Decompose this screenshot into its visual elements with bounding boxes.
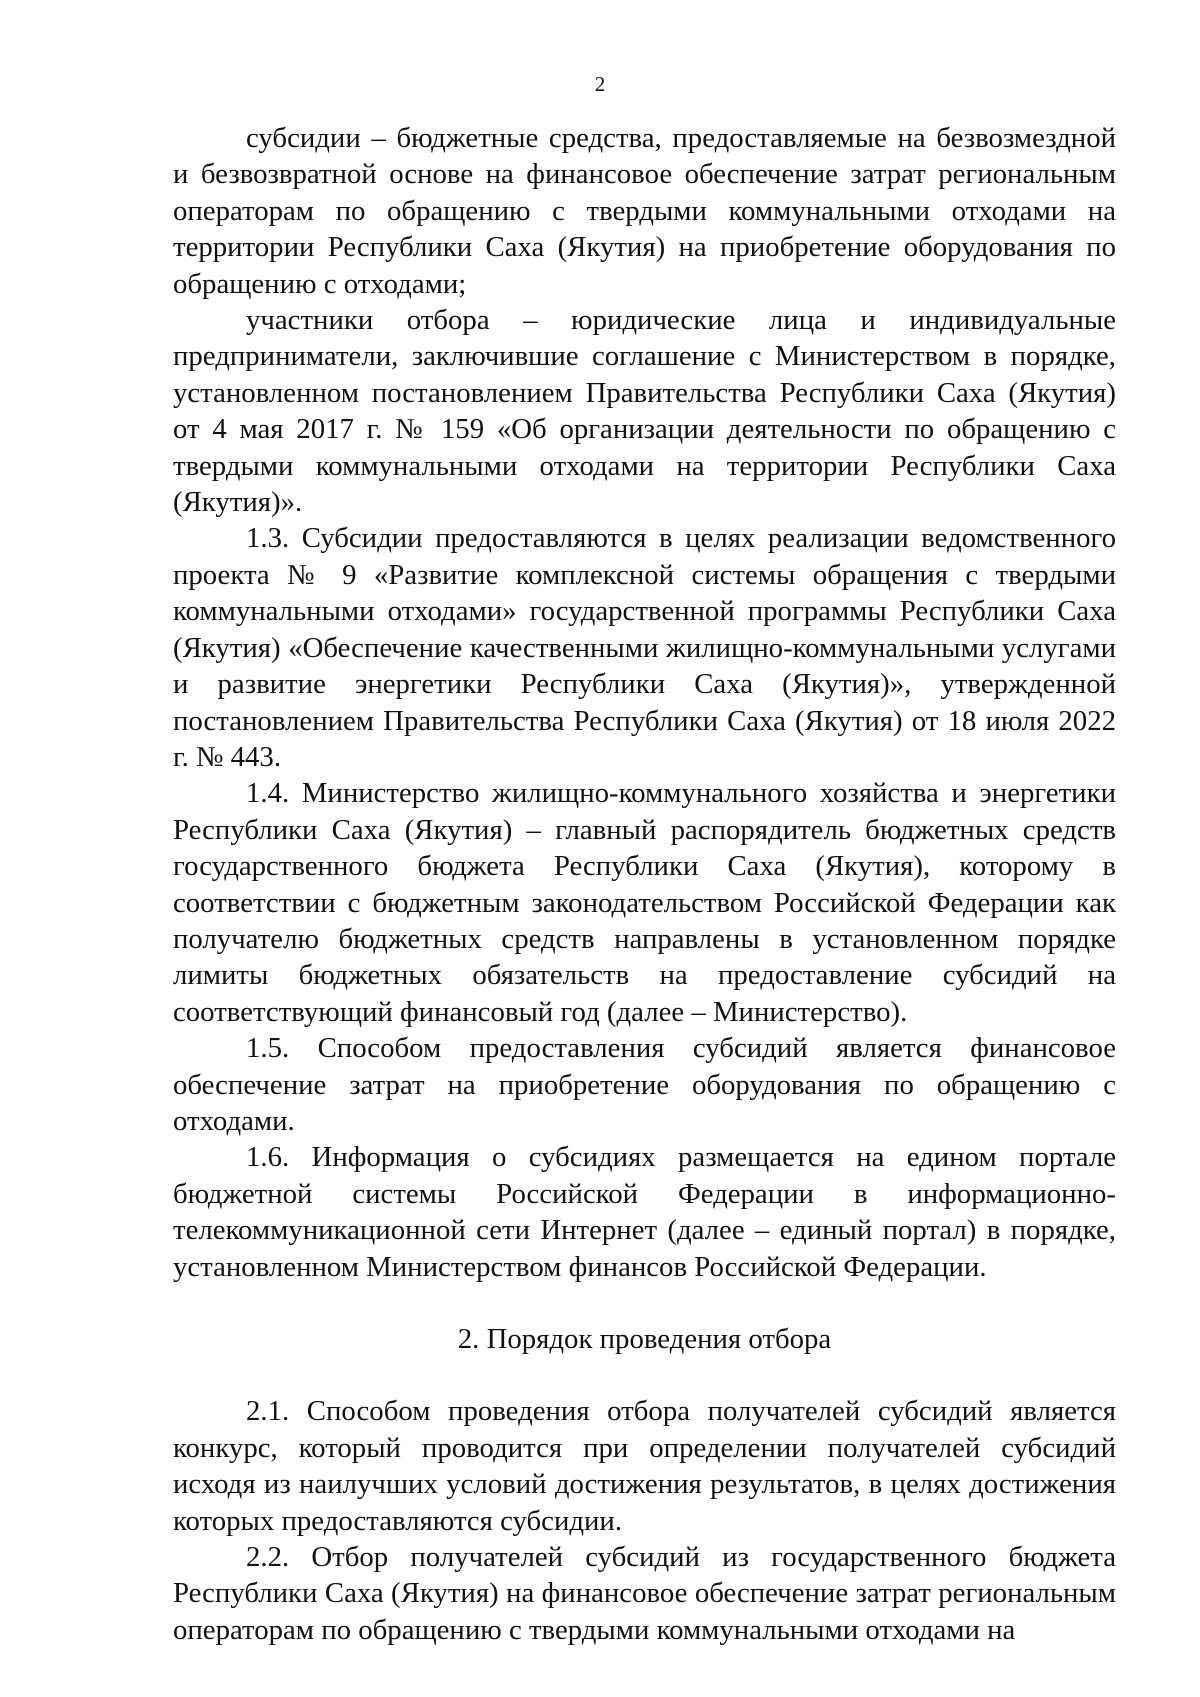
document-body bbox=[173, 120, 1116, 1648]
section-heading: 2. Порядок проведения отбора bbox=[457, 1323, 832, 1355]
paragraph-1-4: 1.4. Министерство жилищно-коммунального хозяйства и энергетики Республики Саха (Якутия) – главный распорядитель бюджетных средств государственного бюджета Республики Саха (Якутия), которому в соответствии с бюджетным законодательством Российской Федерации как получателю бюджетных средств направлены в установленном порядке лимиты бюджетных обязательств на предоставление субсидий на соответствующий финансовый год (далее – Министерство). bbox=[173, 777, 1116, 1028]
paragraph-1-6: 1.6. Информация о субсидиях размещается на едином портале бюджетной системы Российской Федерации в информационно-телекоммуникационной сети Интернет (далее – единый портал) в порядке, установленном Министерством финансов Российской Федерации. bbox=[173, 1141, 1116, 1283]
paragraph-subsidies-definition: субсидии – бюджетные средства, предоставляемые на безвозмездной и безвозвратной основе на финансовое обеспечение затрат региональным операторам по обращению с твердыми коммунальными отходами на территории Республики Саха (Якутия) на приобретение оборудования по обращению с отходами; bbox=[173, 122, 1116, 300]
paragraph-selection-participants: участники отбора – юридические лица и индивидуальные предприниматели, заключившие соглашение с Министерством в порядке, установленном постановлением Правительства Республики Саха (Якутия) от 4 мая 2017 г. № 159 «Об организации деятельности по обращению с твердыми коммунальными отходами на территории Республики Саха (Якутия)». bbox=[173, 304, 1116, 519]
paragraph-1-3: 1.3. Субсидии предоставляются в целях реализации ведомственного проекта № 9 «Развитие комплексной системы обращения с твердыми коммунальными отходами» государственной программы Республики Саха (Якутия) «Обеспечение качественными жилищно-коммунальными услугами и развитие энергетики Республики Саха (Якутия)», утвержденной постановлением Правительства Республики Саха (Якутия) от 18 июля 2022 г. № 443. bbox=[173, 522, 1116, 773]
paragraph-1-5: 1.5. Способом предоставления субсидий является финансовое обеспечение затрат на приобретение оборудования по обращению с отходами. bbox=[173, 1032, 1116, 1137]
page-number: 2 bbox=[594, 72, 606, 96]
paragraph-2-2: 2.2. Отбор получателей субсидий из государственного бюджета Республики Саха (Якутия) на финансовое обеспечение затрат региональным операторам по обращению с твердыми коммунальными отходами на bbox=[173, 1541, 1116, 1646]
paragraph-2-1: 2.1. Способом проведения отбора получателей субсидий является конкурс, который проводится при определении получателей субсидий исходя из наилучших условий достижения результатов, в целях достижения которых предоставляются субсидии. bbox=[173, 1395, 1116, 1537]
